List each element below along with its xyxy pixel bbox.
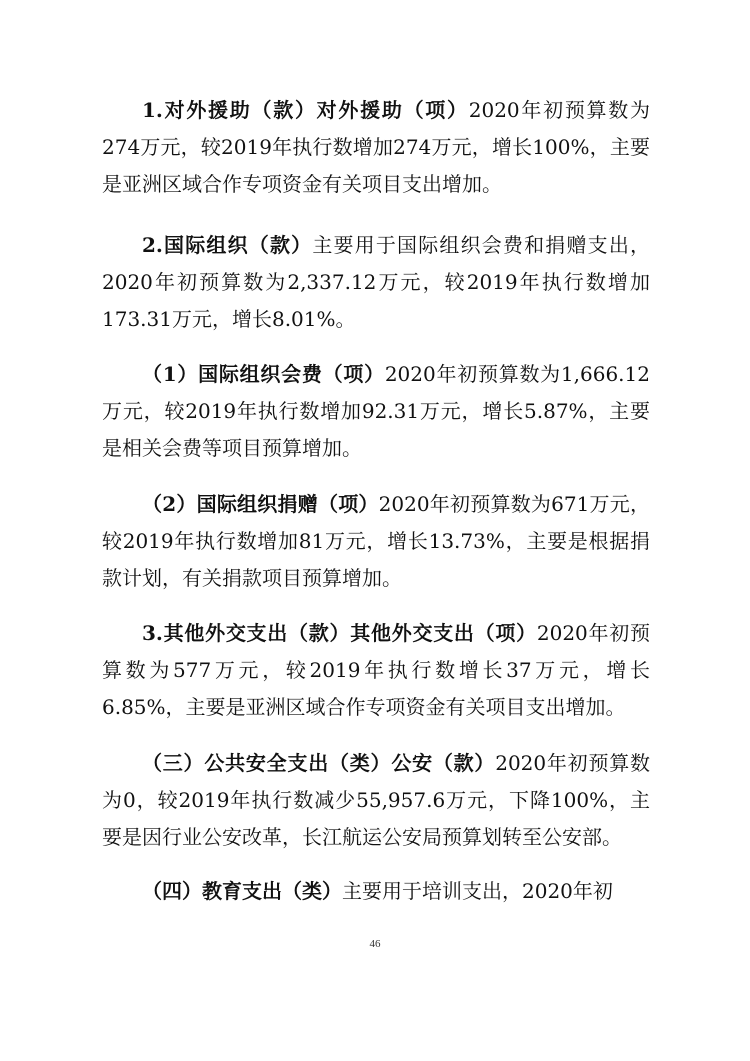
paragraph-heading: （2）国际组织捐赠（项） (142, 492, 379, 516)
paragraph-body: 2020年初预算数为1,666.12万元，较2019年执行数增加92.31万元，增长5.87%，主要是相关会费等项目预算增加。 (102, 362, 650, 460)
paragraph-body: 2020年初预算数为0，较2019年执行数减少55,957.6万元，下降100%，主要是因行业公安改革，长江航运公安局预算划转至公安部。 (102, 751, 651, 849)
paragraph-body: 2020年初预算数为577万元，较2019年执行数增长37万元，增长6.85%，主要是亚洲区域合作专项资金有关项目支出增加。 (102, 621, 650, 719)
paragraph-org-membership-fees (102, 356, 650, 467)
paragraph-org-donations (102, 486, 650, 597)
page-number: 46 (369, 938, 381, 950)
paragraph-body: 主要用于培训支出，2020年初 (342, 879, 613, 903)
paragraph-body: 主要用于国际组织会费和捐赠支出，2020年初预算数为2,337.12万元，较2019年执行数增加173.31万元，增长8.01%。 (102, 233, 650, 331)
paragraph-heading: 3.其他外交支出（款）其他外交支出（项） (142, 621, 537, 645)
paragraph-heading: 1.对外援助（款）对外援助（项） (142, 98, 469, 122)
paragraph-heading: 2.国际组织（款） (142, 233, 313, 257)
paragraph-education (102, 873, 650, 910)
paragraph-body: 2020年初预算数为671万元，较2019年执行数增加81万元，增长13.73%，主要是根据捐款计划，有关捐款项目预算增加。 (102, 492, 651, 590)
paragraph-public-security (102, 745, 650, 856)
paragraph-heading: （三）公共安全支出（类）公安（款） (142, 751, 496, 775)
paragraph-other-diplomacy (102, 615, 650, 726)
paragraph-international-orgs (102, 227, 650, 338)
paragraph-heading: （四）教育支出（类） (142, 879, 342, 903)
paragraph-body: 2020年初预算数为274万元，较2019年执行数增加274万元，增长100%，主要是亚洲区域合作专项资金有关项目支出增加。 (102, 98, 650, 196)
paragraph-foreign-aid (102, 92, 650, 203)
paragraph-heading: （1）国际组织会费（项） (142, 362, 385, 386)
